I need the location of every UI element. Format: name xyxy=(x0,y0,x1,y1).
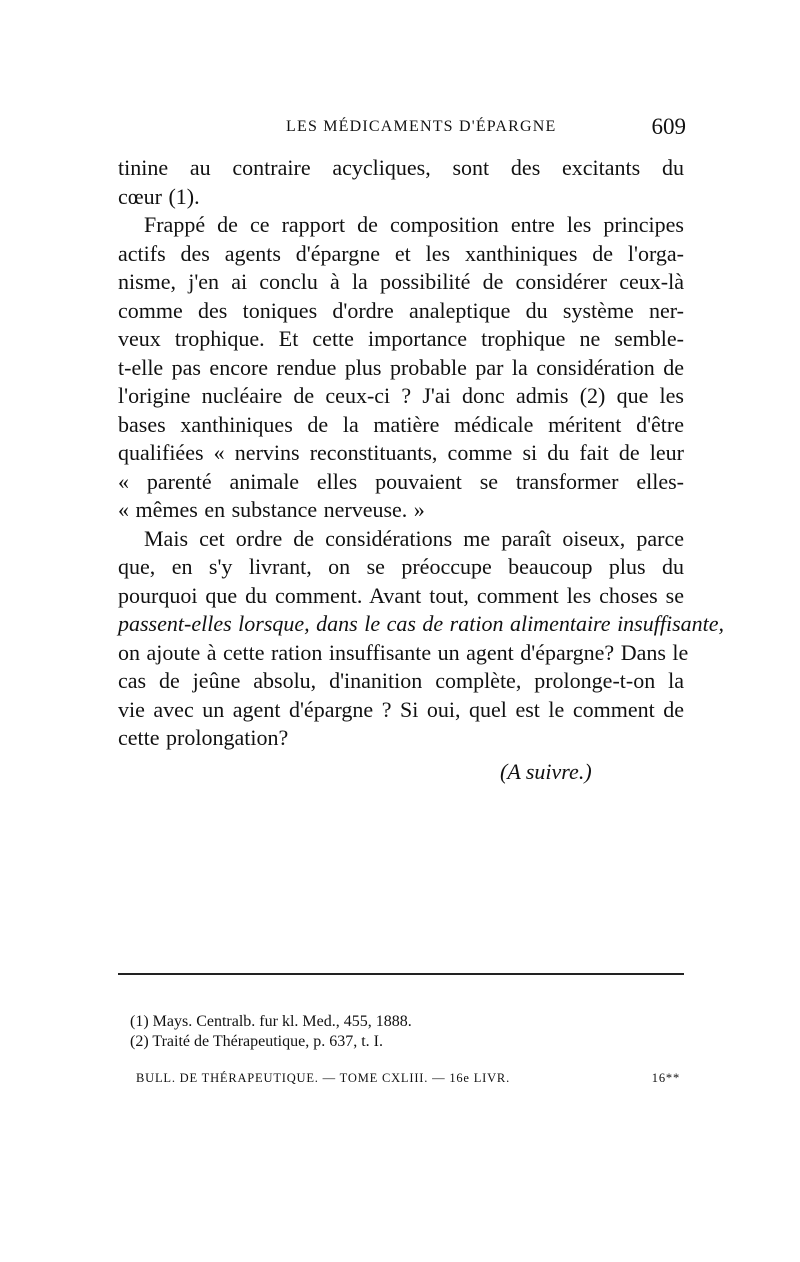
footnote: (1) Mays. Centralb. fur kl. Med., 455, 1888. xyxy=(130,1013,412,1030)
body-text xyxy=(118,154,725,753)
text-line: actifs des agents d'épargne et les xanthiniques de l'orga- xyxy=(118,240,684,266)
footnote: (2) Traité de Thérapeutique, p. 637, t. I. xyxy=(130,1033,383,1050)
sheet-signature: 16** xyxy=(651,1071,680,1085)
page-number: 609 xyxy=(651,114,686,139)
text-line: « mêmes en substance nerveuse. » xyxy=(118,497,425,522)
text-line: vie avec un agent d'épargne ? Si oui, quel est le comment de xyxy=(118,696,684,722)
running-title: LES MÉDICAMENTS D'ÉPARGNE xyxy=(286,118,557,135)
text-line: veux trophique. Et cette importance trophique ne semble- xyxy=(118,326,684,351)
text-line: nisme, j'en ai conclu à la possibilité de considérer ceux-là xyxy=(118,269,684,294)
text-line: « parenté animale elles pouvaient se transformer elles- xyxy=(118,468,684,494)
text-line: que, en s'y livrant, on se préoccupe beaucoup plus du xyxy=(118,554,684,579)
text-line: Mais cet ordre de considérations me paraît oiseux, parce xyxy=(144,525,684,551)
text-line: t-elle pas encore rendue plus probable par la considération de xyxy=(118,354,684,380)
text-line: cœur (1). xyxy=(118,183,200,209)
footnote-divider xyxy=(118,973,684,975)
journal-signature: BULL. DE THÉRAPEUTIQUE. — TOME CXLIII. — 16e LIVR. xyxy=(136,1071,510,1085)
text-line: bases xanthiniques de la matière médicale méritent d'être xyxy=(118,411,684,437)
footnotes xyxy=(130,1012,690,1052)
text-line: passent-elles lorsque, dans le cas de ration alimentaire insuffisante, xyxy=(118,611,725,636)
text-line: cas de jeûne absolu, d'inanition complète, prolonge-t-on la xyxy=(118,668,684,693)
text-line: on ajoute à cette ration insuffisante un agent d'épargne? Dans le xyxy=(118,639,689,665)
text-line: Frappé de ce rapport de composition entre les principes xyxy=(144,212,684,237)
text-line: pourquoi que du comment. Avant tout, comment les choses se xyxy=(118,582,684,608)
to-be-continued: (A suivre.) xyxy=(500,759,592,784)
page-footer xyxy=(120,1067,680,1089)
running-head xyxy=(116,112,686,142)
text-line: tinine au contraire acycliques, sont des excitants du xyxy=(118,155,684,180)
text-line: l'origine nucléaire de ceux-ci ? J'ai donc admis (2) que les xyxy=(118,383,684,408)
text-line: cette prolongation? xyxy=(118,725,289,750)
text-line: comme des toniques d'ordre analeptique du système ner- xyxy=(118,297,684,323)
text-line: qualifiées « nervins reconstituants, comme si du fait de leur xyxy=(118,440,684,465)
